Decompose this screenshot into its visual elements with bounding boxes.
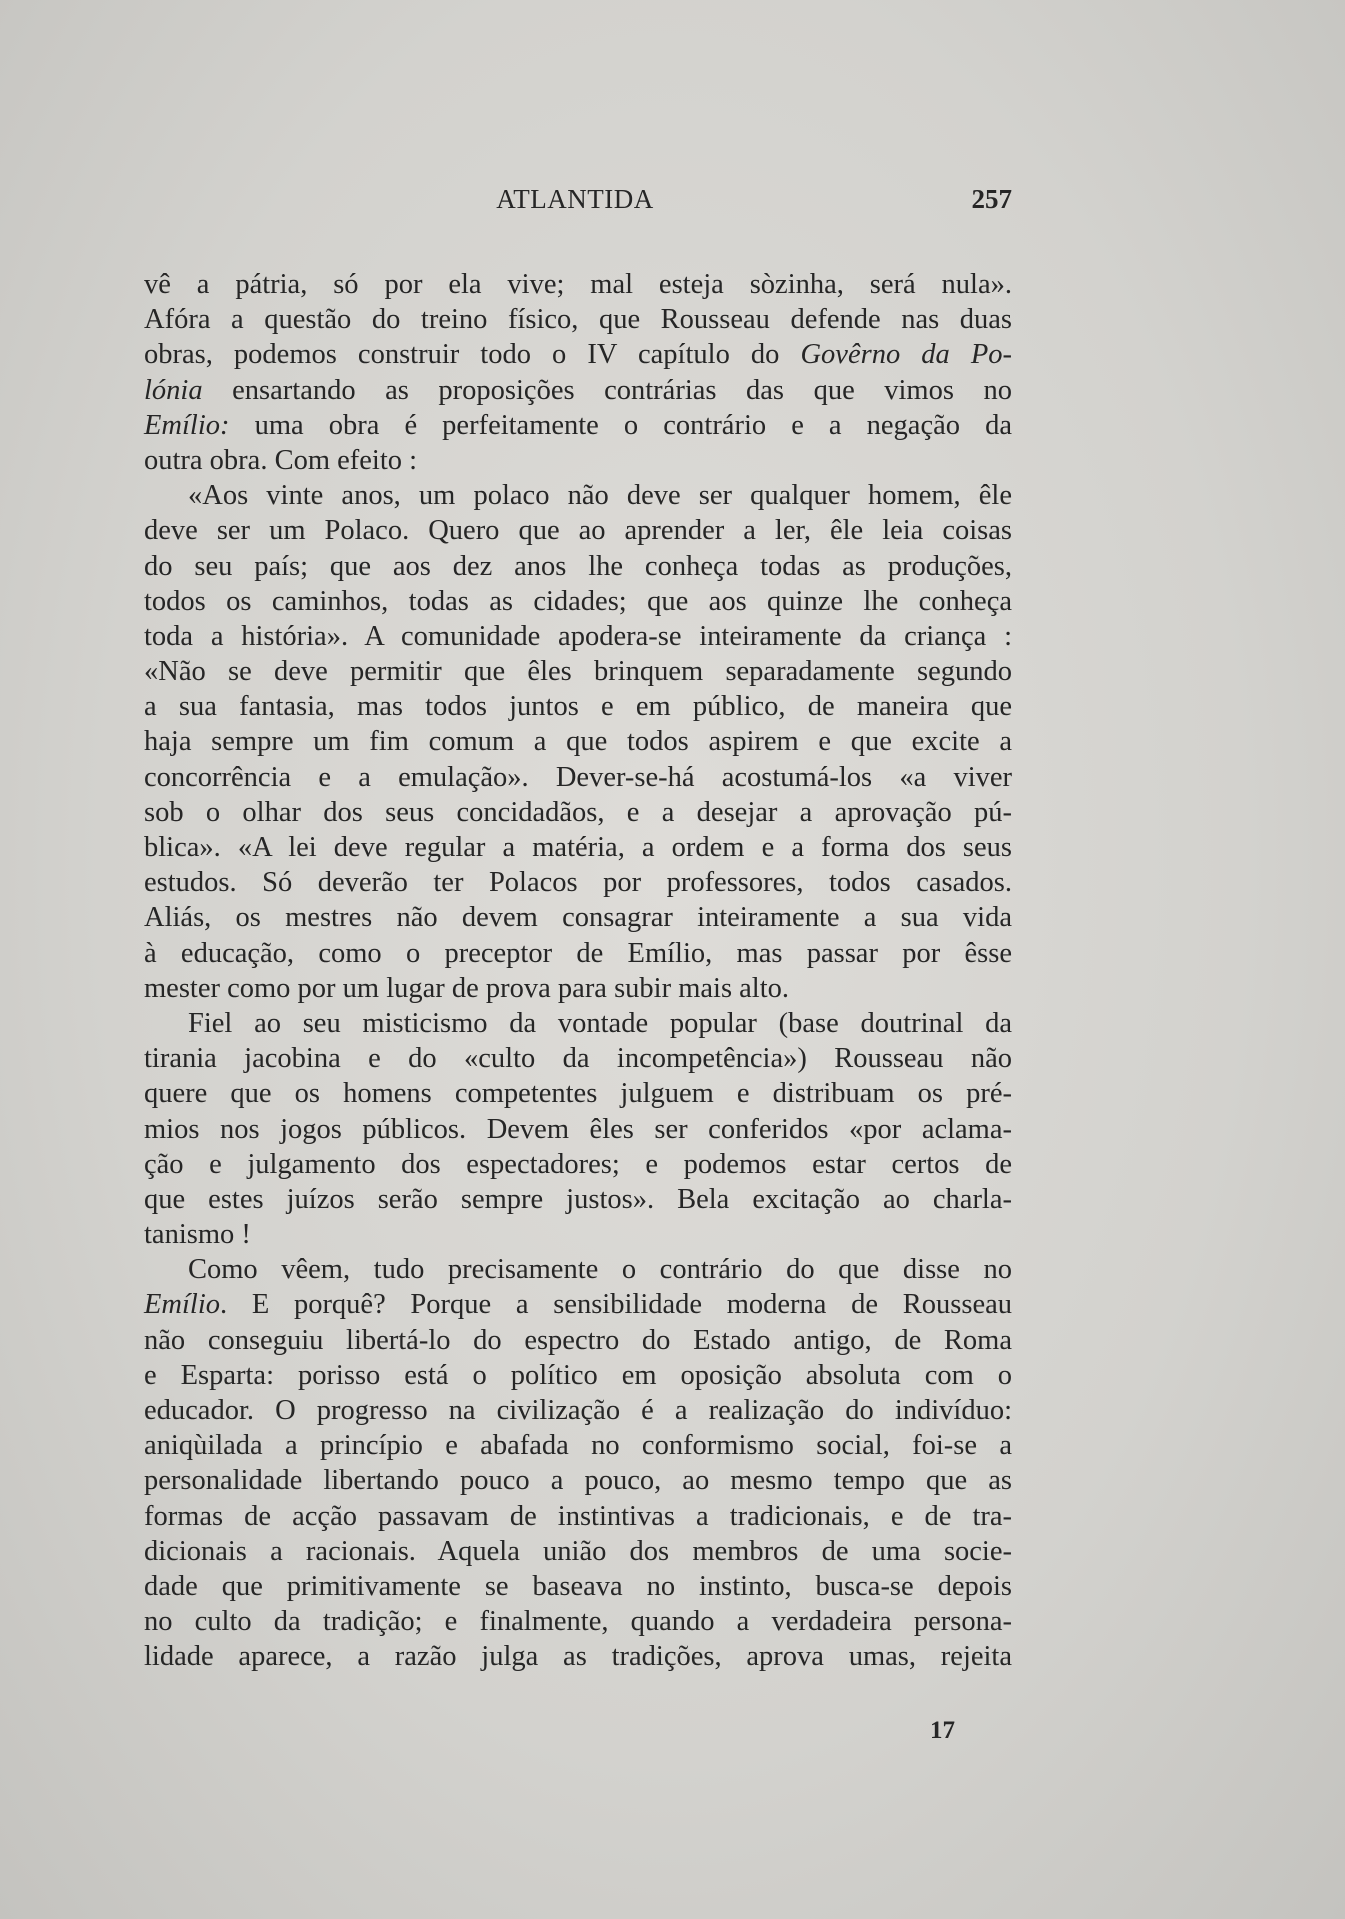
line-text: outra obra. Com efeito : bbox=[144, 444, 418, 476]
line-text: deve ser um Polaco. Quero que ao aprender a ler, êle leia coisas bbox=[144, 515, 1012, 547]
text-line bbox=[144, 830, 1012, 865]
text-line bbox=[144, 513, 1012, 548]
text-line bbox=[144, 478, 1012, 513]
line-text: aniqùilada a princípio e abafada no conformismo social, foi-se a bbox=[144, 1430, 1012, 1462]
line-text: educador. O progresso na civilização é a realização do indivíduo: bbox=[144, 1395, 1012, 1426]
text-line bbox=[144, 443, 1012, 478]
line-text: ção e julgamento dos espectadores; e podemos estar certos de bbox=[144, 1148, 1012, 1180]
line-text: dade que primitivamente se baseava no instinto, busca-se depois bbox=[144, 1570, 1012, 1602]
line-text: blica». «A lei deve regular a matéria, a ordem e a forma dos seus bbox=[144, 832, 1012, 863]
text-line bbox=[144, 760, 1012, 795]
text-line bbox=[144, 1358, 1012, 1393]
line-text: . E porquê? Porque a sensibilidade moderna de Rousseau bbox=[220, 1289, 1012, 1321]
line-text: sob o olhar dos seus concidadãos, e a desejar a aprovação pú- bbox=[144, 796, 1012, 828]
line-text: todos os caminhos, todas as cidades; que aos quinze lhe conheça bbox=[144, 585, 1012, 617]
text-line bbox=[144, 267, 1012, 302]
text-line bbox=[144, 654, 1012, 689]
text-line bbox=[144, 408, 1012, 443]
line-text: tirania jacobina e do «culto da incompetência») Rousseau não bbox=[144, 1043, 1012, 1075]
text-line bbox=[144, 971, 1012, 1006]
line-text: no culto da tradição; e finalmente, quando a verdadeira persona- bbox=[144, 1606, 1012, 1638]
line-text: toda a história». A comunidade apodera-se inteiramente da criança : bbox=[144, 620, 1012, 652]
line-text: que estes juízos serão sempre justos». Bela excitação ao charla- bbox=[144, 1183, 1012, 1215]
line-text: dicionais a racionais. Aquela união dos membros de uma socie- bbox=[144, 1535, 1012, 1567]
italic-title-text: lónia bbox=[144, 374, 203, 406]
text-line bbox=[144, 337, 1012, 372]
text-line bbox=[144, 302, 1012, 337]
text-line bbox=[144, 1569, 1012, 1604]
text-line bbox=[144, 584, 1012, 619]
text-line bbox=[144, 1006, 1012, 1041]
line-text: Aliás, os mestres não devem consagrar inteiramente a sua vida bbox=[144, 902, 1012, 934]
text-line bbox=[144, 795, 1012, 830]
signature-mark: 17 bbox=[930, 1717, 955, 1744]
line-text: Como vêem, tudo precisamente o contrário do que disse no bbox=[188, 1254, 1012, 1286]
line-text: tanismo ! bbox=[144, 1219, 251, 1251]
line-text: obras, podemos construir todo o IV capítulo do bbox=[144, 339, 801, 371]
text-line bbox=[144, 1639, 1012, 1674]
text-line bbox=[144, 549, 1012, 584]
line-text: haja sempre um fim comum a que todos aspirem e que excite a bbox=[144, 726, 1012, 758]
text-line bbox=[144, 1534, 1012, 1569]
italic-title-text: Emílio bbox=[144, 1289, 220, 1321]
line-text: estudos. Só deverão ter Polacos por professores, todos casados. bbox=[144, 867, 1012, 899]
text-line bbox=[144, 936, 1012, 971]
body-text bbox=[144, 267, 1012, 1675]
italic-title-text: Govêrno da Po- bbox=[800, 339, 1012, 371]
line-text: ensartando as proposições contrárias das que vimos no bbox=[202, 374, 1012, 406]
text-line bbox=[144, 1463, 1012, 1498]
line-text: e Esparta: porisso está o político em oposição absoluta com o bbox=[144, 1359, 1012, 1391]
text-line bbox=[144, 724, 1012, 759]
text-line bbox=[144, 619, 1012, 654]
text-line bbox=[144, 1428, 1012, 1463]
running-title: ATLANTIDA bbox=[496, 184, 654, 214]
line-text: concorrência e a emulação». Dever-se-há acostumá-los «a viver bbox=[144, 761, 1012, 793]
text-line bbox=[144, 1323, 1012, 1358]
line-text: mester como por um lugar de prova para subir mais alto. bbox=[144, 972, 790, 1004]
text-line bbox=[144, 1252, 1012, 1287]
text-line bbox=[144, 689, 1012, 724]
line-text: do seu país; que aos dez anos lhe conheça todas as produções, bbox=[144, 550, 1012, 582]
text-line bbox=[144, 900, 1012, 935]
line-text: quere que os homens competentes julguem e distribuam os pré- bbox=[144, 1078, 1012, 1110]
text-line bbox=[144, 1499, 1012, 1534]
line-text: mios nos jogos públicos. Devem êles ser conferidos «por aclama- bbox=[144, 1113, 1012, 1145]
line-text: à educação, como o preceptor de Emílio, mas passar por êsse bbox=[144, 937, 1012, 969]
line-text: vê a pátria, só por ela vive; mal esteja sòzinha, será nula». bbox=[144, 269, 1012, 300]
line-text: «Não se deve permitir que êles brinquem separadamente segundo bbox=[144, 656, 1012, 688]
text-line bbox=[144, 865, 1012, 900]
line-text: Afóra a questão do treino físico, que Rousseau defende nas duas bbox=[144, 304, 1012, 336]
line-text: personalidade libertando pouco a pouco, ao mesmo tempo que as bbox=[144, 1465, 1012, 1497]
text-line bbox=[144, 1393, 1012, 1428]
text-line bbox=[144, 1287, 1012, 1322]
line-text: não conseguiu libertá-lo do espectro do Estado antigo, de Roma bbox=[144, 1324, 1012, 1356]
line-text: formas de acção passavam de instintivas a tradicionais, e de tra- bbox=[144, 1500, 1012, 1532]
page-number: 257 bbox=[971, 184, 1012, 214]
text-line bbox=[144, 1041, 1012, 1076]
text-line bbox=[144, 1112, 1012, 1147]
italic-title-text: Emílio: bbox=[144, 409, 230, 441]
text-line bbox=[144, 373, 1012, 408]
line-text: uma obra é perfeitamente o contrário e a negação da bbox=[229, 409, 1012, 441]
text-line bbox=[144, 1182, 1012, 1217]
line-text: «Aos vinte anos, um polaco não deve ser qualquer homem, êle bbox=[188, 480, 1012, 512]
text-line bbox=[144, 1217, 1012, 1252]
line-text: Fiel ao seu misticismo da vontade popular (base doutrinal da bbox=[188, 1007, 1012, 1039]
line-text: a sua fantasia, mas todos juntos e em público, de maneira que bbox=[144, 691, 1012, 723]
text-line bbox=[144, 1147, 1012, 1182]
text-line bbox=[144, 1604, 1012, 1639]
line-text: lidade aparece, a razão julga as tradições, aprova umas, rejeita bbox=[144, 1641, 1012, 1673]
text-line bbox=[144, 1076, 1012, 1111]
